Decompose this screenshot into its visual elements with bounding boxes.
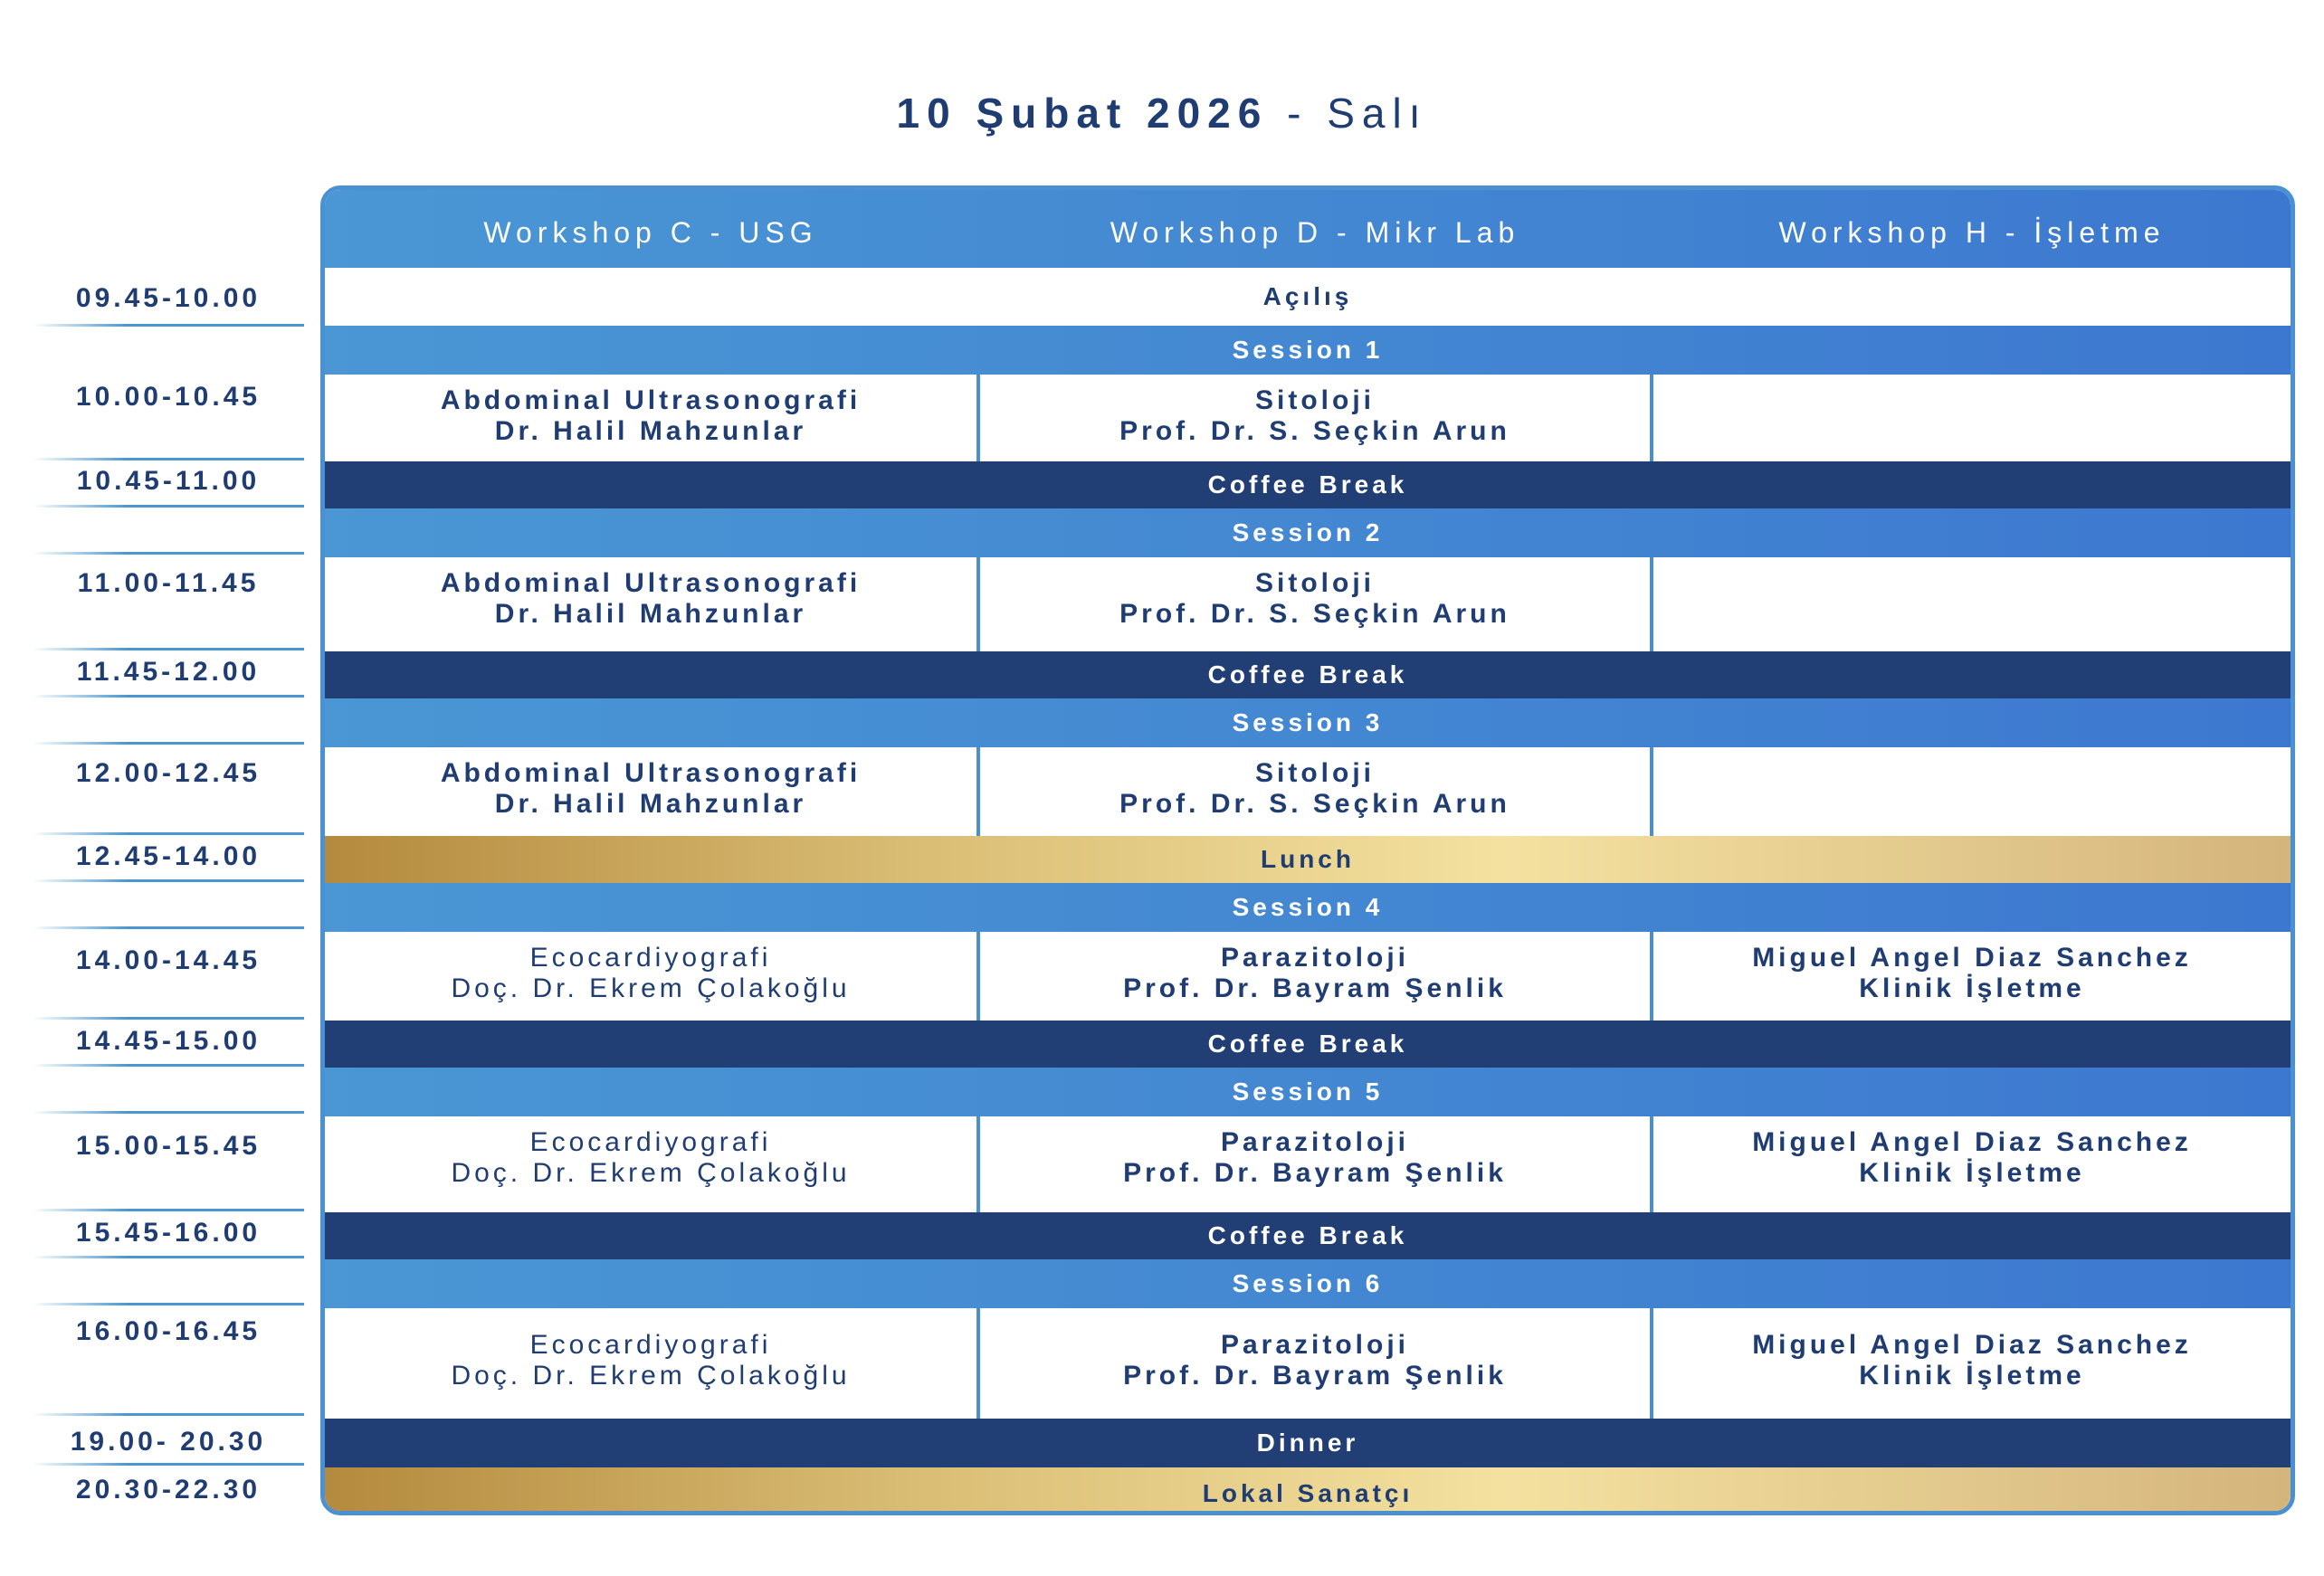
time-divider <box>33 458 304 460</box>
workshop-speaker: Doç. Dr. Ekrem Çolakoğlu <box>451 1361 851 1391</box>
page-title <box>0 89 2324 138</box>
time-divider <box>33 648 304 650</box>
time-label: 15.45-16.00 <box>75 1218 262 1248</box>
workshop-c-cell <box>325 1116 976 1212</box>
workshop-speaker: Prof. Dr. S. Seçkin Arun <box>1119 416 1510 446</box>
time-label: 11.45-12.00 <box>76 657 261 687</box>
time-divider <box>33 1209 304 1211</box>
time-divider <box>33 695 304 698</box>
time-divider <box>33 832 304 835</box>
workshop-speaker: Klinik İşletme <box>1859 973 2085 1003</box>
session-row <box>325 557 2291 651</box>
coffee-break-band: Coffee Break <box>325 651 2291 698</box>
workshop-topic: Miguel Angel Diaz Sanchez <box>1752 943 2192 973</box>
local-artist-band: Lokal Sanatçı <box>325 1467 2291 1515</box>
workshop-speaker: Doç. Dr. Ekrem Çolakoğlu <box>451 973 851 1003</box>
session-band: Session 1 <box>325 326 2291 375</box>
time-label: 14.00-14.45 <box>75 945 262 975</box>
time-label: 16.00-16.45 <box>75 1316 262 1346</box>
workshop-topic: Ecocardiyografi <box>529 1330 772 1360</box>
workshop-speaker: Klinik İşletme <box>1859 1361 2085 1391</box>
column-header-workshop-c: Workshop C - USG <box>483 216 818 249</box>
time-label: 09.45-10.00 <box>75 283 262 313</box>
column-header-workshop-d: Workshop D - Mikr Lab <box>1110 216 1520 249</box>
time-divider <box>33 1413 304 1416</box>
time-label: 12.45-14.00 <box>75 841 262 871</box>
workshop-topic: Sitoloji <box>1255 568 1375 598</box>
time-divider <box>33 1017 304 1020</box>
column-header-workshop-h: Workshop H - İşletme <box>1778 216 2166 249</box>
workshop-topic: Sitoloji <box>1255 758 1375 788</box>
workshop-d-cell <box>980 1308 1650 1419</box>
time-label: 15.00-15.45 <box>75 1131 262 1161</box>
workshop-h-cell <box>1653 747 2291 836</box>
coffee-break-band: Coffee Break <box>325 1212 2291 1259</box>
session-band: Session 3 <box>325 698 2291 747</box>
workshop-speaker: Prof. Dr. Bayram Şenlik <box>1123 1158 1507 1188</box>
workshop-c-cell <box>325 557 976 651</box>
time-divider <box>33 505 304 508</box>
workshop-speaker: Dr. Halil Mahzunlar <box>494 789 807 819</box>
coffee-break-band: Coffee Break <box>325 461 2291 508</box>
time-label: 10.45-11.00 <box>76 466 261 496</box>
workshop-c-cell <box>325 932 976 1021</box>
workshop-d-cell <box>980 747 1650 836</box>
time-label: 14.45-15.00 <box>75 1026 262 1056</box>
time-label: 10.00-10.45 <box>75 382 262 412</box>
session-row <box>325 932 2291 1021</box>
workshop-h-cell <box>1653 932 2291 1021</box>
workshop-speaker: Dr. Halil Mahzunlar <box>494 416 807 446</box>
time-divider <box>33 1064 304 1067</box>
workshop-h-cell <box>1653 1116 2291 1212</box>
time-divider <box>33 1303 304 1305</box>
session-row <box>325 375 2291 461</box>
title-date: 10 Şubat 2026 <box>896 90 1269 137</box>
table-header <box>325 190 2291 268</box>
workshop-d-cell <box>980 1116 1650 1212</box>
session-band: Session 4 <box>325 883 2291 932</box>
workshop-topic: Ecocardiyografi <box>529 943 772 973</box>
workshop-speaker: Prof. Dr. Bayram Şenlik <box>1123 973 1507 1003</box>
opening-row: Açılış <box>325 268 2291 326</box>
time-divider <box>33 742 304 745</box>
workshop-speaker: Dr. Halil Mahzunlar <box>494 599 807 629</box>
workshop-h-cell <box>1653 557 2291 651</box>
time-label: 20.30-22.30 <box>75 1475 262 1505</box>
workshop-c-cell <box>325 747 976 836</box>
workshop-topic: Abdominal Ultrasonografi <box>440 568 862 598</box>
workshop-topic: Abdominal Ultrasonografi <box>440 385 862 415</box>
time-label: 11.00-11.45 <box>77 568 260 598</box>
workshop-c-cell <box>325 375 976 461</box>
workshop-speaker: Prof. Dr. S. Seçkin Arun <box>1119 599 1510 629</box>
workshop-topic: Parazitoloji <box>1220 1127 1410 1157</box>
time-divider <box>33 879 304 882</box>
time-divider <box>33 1111 304 1114</box>
time-label: 19.00- 20.30 <box>70 1427 267 1457</box>
time-divider <box>33 1463 304 1466</box>
session-band: Session 2 <box>325 508 2291 557</box>
workshop-h-cell <box>1653 375 2291 461</box>
dinner-band: Dinner <box>325 1419 2291 1467</box>
workshop-d-cell <box>980 932 1650 1021</box>
workshop-d-cell <box>980 375 1650 461</box>
lunch-band: Lunch <box>325 836 2291 883</box>
workshop-topic: Parazitoloji <box>1220 943 1410 973</box>
workshop-topic: Parazitoloji <box>1220 1330 1410 1360</box>
time-divider <box>33 324 304 327</box>
session-row <box>325 1116 2291 1212</box>
workshop-topic: Abdominal Ultrasonografi <box>440 758 862 788</box>
title-separator: - <box>1268 90 1328 137</box>
workshop-topic: Sitoloji <box>1255 385 1375 415</box>
schedule-table <box>320 185 2295 1515</box>
session-row <box>325 1308 2291 1419</box>
workshop-topic: Miguel Angel Diaz Sanchez <box>1752 1330 2192 1360</box>
workshop-topic: Miguel Angel Diaz Sanchez <box>1752 1127 2192 1157</box>
workshop-speaker: Prof. Dr. Bayram Şenlik <box>1123 1361 1507 1391</box>
time-divider <box>33 926 304 929</box>
time-divider <box>33 552 304 555</box>
workshop-speaker: Klinik İşletme <box>1859 1158 2085 1188</box>
workshop-d-cell <box>980 557 1650 651</box>
time-divider <box>33 1256 304 1258</box>
coffee-break-band: Coffee Break <box>325 1021 2291 1068</box>
workshop-c-cell <box>325 1308 976 1419</box>
workshop-h-cell <box>1653 1308 2291 1419</box>
title-day: Salı <box>1327 90 1428 137</box>
session-band: Session 5 <box>325 1068 2291 1116</box>
workshop-speaker: Doç. Dr. Ekrem Çolakoğlu <box>451 1158 851 1188</box>
time-label: 12.00-12.45 <box>75 758 262 788</box>
workshop-topic: Ecocardiyografi <box>529 1127 772 1157</box>
session-row <box>325 747 2291 836</box>
session-band: Session 6 <box>325 1259 2291 1308</box>
workshop-speaker: Prof. Dr. S. Seçkin Arun <box>1119 789 1510 819</box>
